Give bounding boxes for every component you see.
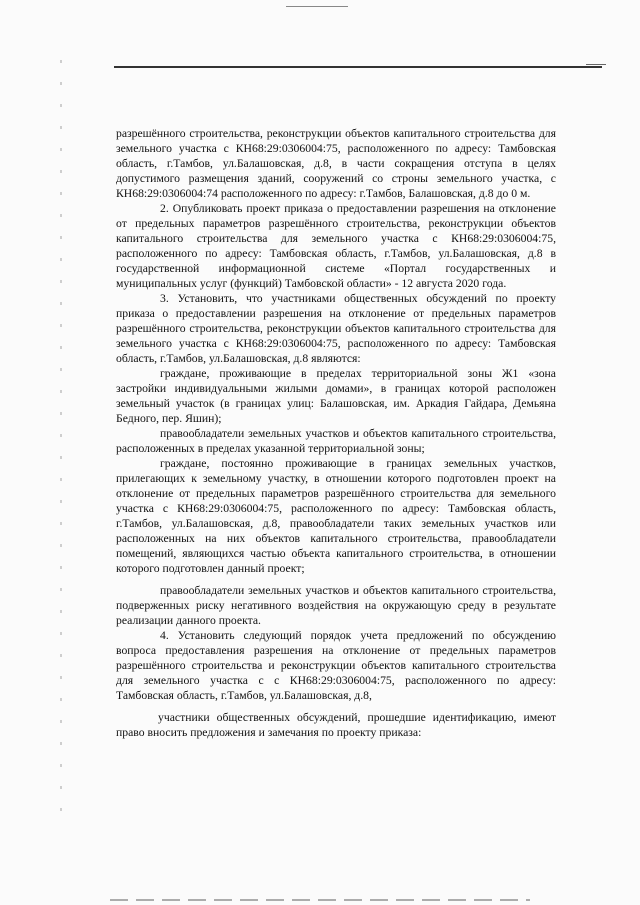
paragraph-participants-risk: правообладатели земельных участков и объектов капитального строительства, подверженных риску негативного воздействия на окружающую среду в результате реализации данного проекта. <box>116 584 556 627</box>
scan-left-marks <box>60 60 62 820</box>
paragraph-item-4: 4. Установить следующий порядок учета предложений по обсуждению вопроса предоставления разрешения на отклонение от предельных параметров разрешённого строительства и реконструкции объектов капитального строительства для земельного участка с с КН68:29:0306004:75, расположенного по адресу: Тамбовская область, г.Тамбов, ул.Балашовская, д.8, <box>116 629 556 702</box>
page-top-rule-tail <box>586 64 606 65</box>
scan-bottom-marks <box>110 899 530 901</box>
scan-edge-top <box>286 6 348 7</box>
paragraph-participants-zone: граждане, проживающие в пределах территориальной зоны Ж1 «зона застройки индивидуальными жилыми домами», в границах которой расположен земельный участок (в границах улиц: Балашовская, им. Аркадия Гайдара, Демьяна Бедного, пер. Яшин); <box>116 367 556 425</box>
document-body <box>116 126 556 740</box>
paragraph-identified-participants: участники общественных обсуждений, прошедшие идентификацию, имеют право вносить предложения и замечания по проекту приказа: <box>116 711 556 739</box>
paragraph-1-continuation: разрешённого строительства, реконструкции объектов капитального строительства для земельного участка с КН68:29:0306004:75, расположенного по адресу: Тамбовская область, г.Тамбов, ул.Балашовская, д.8, в части сокращения отступа в целях допустимого размещения зданий, сооружений со строны земельного участка, с КН68:29:0306004:74 расположенного по адресу: г.Тамбов, Балашовская, д.8 до 0 м. <box>116 127 556 200</box>
page-top-rule <box>114 66 602 68</box>
paragraph-item-3: 3. Установить, что участниками общественных обсуждений по проекту приказа о предоставлении разрешения на отклонение от предельных параметров разрешённого строительства, реконструкции объектов капитального строительства для земельного участка с КН68:29:0306004:75, расположенного по адресу: Тамбовская область, г.Тамбов, ул.Балашовская, д.8 являются: <box>116 292 556 365</box>
paragraph-participants-adjacent: граждане, постоянно проживающие в границах земельных участков, прилегающих к земельному участку, в отношении которого подготовлен проект на отклонение от предельных параметров разрешённого строительства для земельного участка с КН68:29:0306004:75, расположенного по адресу: Тамбовская область, г.Тамбов, ул.Балашовская, д.8, правообладатели таких земельных участков или расположенных на них объектов капитального строительства, правообладатели помещений, являющихся частью объекта капитального строительства, в отношении которого подготовлен данный проект; <box>116 457 556 575</box>
paragraph-item-2: 2. Опубликовать проект приказа о предоставлении разрешения на отклонение от предельных параметров разрешённого строительства, реконструкции объектов капитального строительства для земельного участка с КН68:29:0306004:75, расположенного по адресу: Тамбовская область, г.Тамбов, ул.Балашовская, д.8 в государственной информационной системе «Портал государственных и муниципальных услуг (функций) Тамбовской области» - 12 августа 2020 года. <box>116 202 556 290</box>
paragraph-participants-owners: правообладатели земельных участков и объектов капитального строительства, расположенных в пределах указанной территориальной зоны; <box>116 427 556 455</box>
